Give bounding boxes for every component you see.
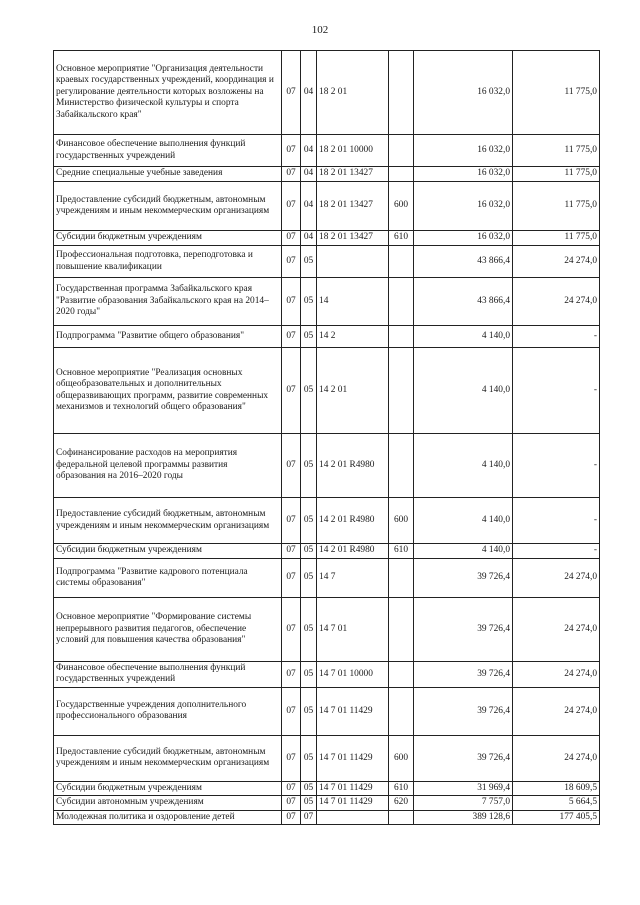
row-section: 07 (282, 246, 301, 278)
row-target-code: 14 2 01 R4980 (317, 434, 389, 498)
row-subsection: 05 (301, 498, 317, 544)
row-subsection: 05 (301, 781, 317, 795)
row-section: 07 (282, 810, 301, 824)
row-name: Основное мероприятие "Организация деятельности краевых государственных учреждений, координация и регулирование деятельности которых возложены на Министерство физической культуры и спорта Забайкальского края" (54, 51, 282, 135)
row-name: Финансовое обеспечение выполнения функций государственных учреждений (54, 662, 282, 688)
table-row (54, 498, 600, 544)
table-row (54, 434, 600, 498)
row-expense-type (389, 167, 414, 182)
row-expense-type (389, 687, 414, 735)
row-section: 07 (282, 796, 301, 810)
row-subsection: 04 (301, 231, 317, 246)
row-sum-1: 389 128,6 (414, 810, 513, 824)
row-section: 07 (282, 231, 301, 246)
row-name: Молодежная политика и оздоровление детей (54, 810, 282, 824)
row-expense-type (389, 598, 414, 662)
row-expense-type (389, 559, 414, 598)
row-subsection: 05 (301, 326, 317, 348)
row-target-code: 14 (317, 278, 389, 326)
row-name: Софинансирование расходов на мероприятия федеральной целевой программы развития образования на 2016–2020 годы (54, 434, 282, 498)
table-row (54, 51, 600, 135)
table-row (54, 348, 600, 434)
row-sum-1: 4 140,0 (414, 544, 513, 559)
row-expense-type (389, 810, 414, 824)
row-target-code: 14 7 (317, 559, 389, 598)
row-section: 07 (282, 687, 301, 735)
row-name: Основное мероприятие "Формирование системы непрерывного развития педагогов, обеспечение условий для повышения качества образования" (54, 598, 282, 662)
row-expense-type (389, 434, 414, 498)
table-row (54, 326, 600, 348)
table-row (54, 598, 600, 662)
row-sum-2: 24 274,0 (513, 735, 600, 781)
row-sum-2: 11 775,0 (513, 135, 600, 167)
row-sum-2: 24 274,0 (513, 598, 600, 662)
row-name: Средние специальные учебные заведения (54, 167, 282, 182)
row-target-code (317, 810, 389, 824)
row-sum-1: 16 032,0 (414, 51, 513, 135)
table-row (54, 231, 600, 246)
row-sum-1: 16 032,0 (414, 182, 513, 231)
row-sum-2: - (513, 544, 600, 559)
row-name: Основное мероприятие "Реализация основных общеобразовательных и дополнительных общеразвивающих программ, развитие современных механизмов и технологий общего образования" (54, 348, 282, 434)
row-name: Государственные учреждения дополнительного профессионального образования (54, 687, 282, 735)
row-section: 07 (282, 498, 301, 544)
row-section: 07 (282, 559, 301, 598)
row-sum-1: 39 726,4 (414, 687, 513, 735)
row-subsection: 05 (301, 735, 317, 781)
row-subsection: 05 (301, 278, 317, 326)
row-section: 07 (282, 348, 301, 434)
row-name: Финансовое обеспечение выполнения функций государственных учреждений (54, 135, 282, 167)
row-section: 07 (282, 598, 301, 662)
row-target-code: 18 2 01 10000 (317, 135, 389, 167)
row-section: 07 (282, 167, 301, 182)
row-sum-1: 43 866,4 (414, 278, 513, 326)
row-sum-2: 11 775,0 (513, 51, 600, 135)
row-subsection: 04 (301, 167, 317, 182)
table-row (54, 246, 600, 278)
row-expense-type (389, 348, 414, 434)
row-sum-2: - (513, 434, 600, 498)
row-expense-type: 600 (389, 735, 414, 781)
table-row (54, 559, 600, 598)
row-expense-type: 610 (389, 781, 414, 795)
row-section: 07 (282, 544, 301, 559)
row-name: Профессиональная подготовка, переподготовка и повышение квалификации (54, 246, 282, 278)
row-subsection: 05 (301, 662, 317, 688)
row-expense-type: 610 (389, 231, 414, 246)
row-subsection: 05 (301, 796, 317, 810)
table-row (54, 167, 600, 182)
row-expense-type (389, 662, 414, 688)
table-row (54, 662, 600, 688)
row-subsection: 04 (301, 182, 317, 231)
row-expense-type (389, 51, 414, 135)
row-sum-1: 16 032,0 (414, 167, 513, 182)
row-sum-2: 177 405,5 (513, 810, 600, 824)
row-sum-1: 39 726,4 (414, 559, 513, 598)
table-row (54, 781, 600, 795)
table-row (54, 810, 600, 824)
row-subsection: 05 (301, 348, 317, 434)
row-target-code: 14 7 01 11429 (317, 735, 389, 781)
row-target-code: 14 7 01 (317, 598, 389, 662)
row-target-code: 14 7 01 11429 (317, 781, 389, 795)
row-sum-1: 43 866,4 (414, 246, 513, 278)
row-sum-1: 39 726,4 (414, 662, 513, 688)
row-sum-1: 39 726,4 (414, 598, 513, 662)
row-sum-2: 24 274,0 (513, 278, 600, 326)
row-sum-1: 31 969,4 (414, 781, 513, 795)
row-subsection: 05 (301, 687, 317, 735)
row-name: Подпрограмма "Развитие кадрового потенциала системы образования" (54, 559, 282, 598)
table-row (54, 135, 600, 167)
row-name: Предоставление субсидий бюджетным, автономным учреждениям и иным некоммерческим организациям (54, 498, 282, 544)
row-sum-2: 11 775,0 (513, 231, 600, 246)
row-name: Предоставление субсидий бюджетным, автономным учреждениям и иным некоммерческим организациям (54, 735, 282, 781)
page-number: 102 (311, 24, 329, 36)
row-sum-1: 4 140,0 (414, 498, 513, 544)
row-subsection: 07 (301, 810, 317, 824)
row-target-code (317, 246, 389, 278)
row-name: Субсидии бюджетным учреждениям (54, 231, 282, 246)
row-section: 07 (282, 662, 301, 688)
row-target-code: 14 2 01 (317, 348, 389, 434)
row-name: Субсидии автономным учреждениям (54, 796, 282, 810)
row-section: 07 (282, 278, 301, 326)
table-row (54, 735, 600, 781)
row-subsection: 05 (301, 559, 317, 598)
row-section: 07 (282, 326, 301, 348)
row-subsection: 05 (301, 598, 317, 662)
row-subsection: 05 (301, 434, 317, 498)
row-target-code: 14 2 01 R4980 (317, 544, 389, 559)
row-section: 07 (282, 135, 301, 167)
row-sum-2: - (513, 498, 600, 544)
row-sum-1: 7 757,0 (414, 796, 513, 810)
row-target-code: 14 7 01 11429 (317, 687, 389, 735)
row-section: 07 (282, 781, 301, 795)
table-row (54, 687, 600, 735)
row-sum-1: 4 140,0 (414, 348, 513, 434)
row-sum-2: 24 274,0 (513, 662, 600, 688)
row-section: 07 (282, 182, 301, 231)
row-expense-type: 610 (389, 544, 414, 559)
row-expense-type (389, 278, 414, 326)
row-name: Государственная программа Забайкальского края "Развитие образования Забайкальского края на 2014–2020 годы" (54, 278, 282, 326)
row-name: Субсидии бюджетным учреждениям (54, 544, 282, 559)
row-target-code: 18 2 01 13427 (317, 182, 389, 231)
row-subsection: 04 (301, 51, 317, 135)
row-target-code: 14 2 (317, 326, 389, 348)
row-section: 07 (282, 434, 301, 498)
row-sum-2: 11 775,0 (513, 167, 600, 182)
row-sum-2: 11 775,0 (513, 182, 600, 231)
row-target-code: 18 2 01 13427 (317, 231, 389, 246)
row-sum-2: 24 274,0 (513, 246, 600, 278)
table-row (54, 278, 600, 326)
row-target-code: 18 2 01 (317, 51, 389, 135)
row-expense-type (389, 246, 414, 278)
row-target-code: 14 7 01 10000 (317, 662, 389, 688)
row-sum-1: 4 140,0 (414, 326, 513, 348)
row-subsection: 05 (301, 544, 317, 559)
table-row (54, 544, 600, 559)
row-section: 07 (282, 51, 301, 135)
row-target-code: 14 7 01 11429 (317, 796, 389, 810)
row-expense-type (389, 326, 414, 348)
row-sum-2: 5 664,5 (513, 796, 600, 810)
row-subsection: 05 (301, 246, 317, 278)
row-sum-1: 39 726,4 (414, 735, 513, 781)
row-target-code: 18 2 01 13427 (317, 167, 389, 182)
row-sum-2: - (513, 348, 600, 434)
row-sum-1: 16 032,0 (414, 135, 513, 167)
row-subsection: 04 (301, 135, 317, 167)
row-expense-type (389, 135, 414, 167)
row-name: Предоставление субсидий бюджетным, автономным учреждениям и иным некоммерческим организациям (54, 182, 282, 231)
row-expense-type: 600 (389, 182, 414, 231)
row-sum-2: - (513, 326, 600, 348)
row-target-code: 14 2 01 R4980 (317, 498, 389, 544)
row-section: 07 (282, 735, 301, 781)
row-name: Субсидии бюджетным учреждениям (54, 781, 282, 795)
row-name: Подпрограмма "Развитие общего образования" (54, 326, 282, 348)
row-sum-2: 24 274,0 (513, 559, 600, 598)
row-sum-1: 4 140,0 (414, 434, 513, 498)
row-sum-2: 18 609,5 (513, 781, 600, 795)
row-expense-type: 600 (389, 498, 414, 544)
row-sum-1: 16 032,0 (414, 231, 513, 246)
budget-table (53, 50, 600, 825)
table-row (54, 182, 600, 231)
table-row (54, 796, 600, 810)
row-sum-2: 24 274,0 (513, 687, 600, 735)
row-expense-type: 620 (389, 796, 414, 810)
